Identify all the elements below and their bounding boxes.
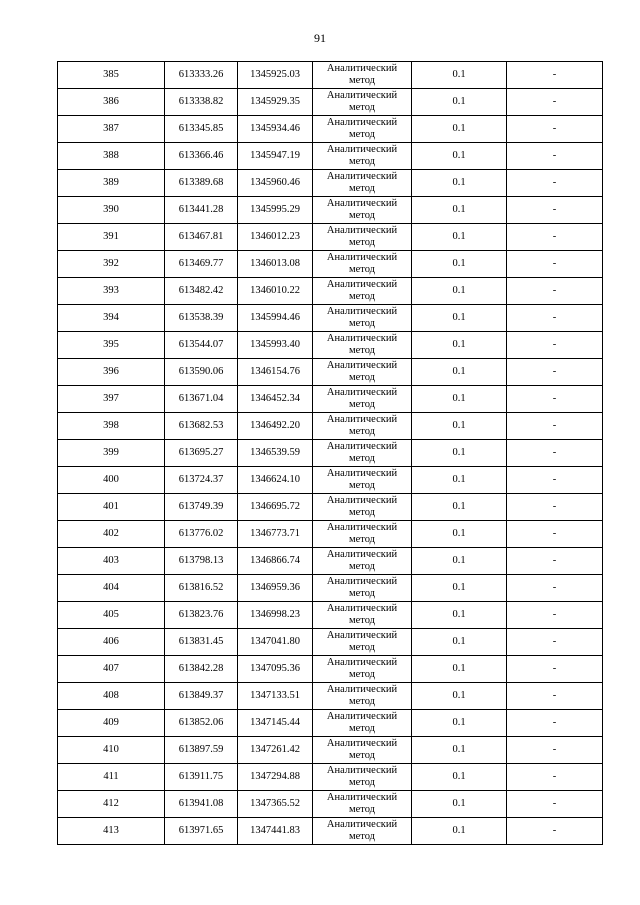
accuracy-cell: 0.1 bbox=[412, 143, 507, 170]
method-label-line1: Аналитический bbox=[326, 819, 398, 830]
accuracy-cell: 0.1 bbox=[412, 224, 507, 251]
x-coordinate-cell: 613482.42 bbox=[165, 278, 238, 305]
method-label-line1: Аналитический bbox=[326, 549, 398, 560]
table-row bbox=[58, 305, 603, 332]
note-cell: - bbox=[507, 683, 603, 710]
y-coordinate-cell: 1346010.22 bbox=[238, 278, 313, 305]
table-row bbox=[58, 224, 603, 251]
y-coordinate-cell: 1345995.29 bbox=[238, 197, 313, 224]
method-label-line1: Аналитический bbox=[326, 765, 398, 776]
method-label-line1: Аналитический bbox=[326, 414, 398, 425]
table-row bbox=[58, 548, 603, 575]
method-label-line2: метод bbox=[348, 534, 376, 545]
note-cell: - bbox=[507, 791, 603, 818]
method-label-line1: Аналитический bbox=[326, 792, 398, 803]
point-number-cell: 387 bbox=[58, 116, 165, 143]
table-row bbox=[58, 656, 603, 683]
y-coordinate-cell: 1345994.46 bbox=[238, 305, 313, 332]
accuracy-cell: 0.1 bbox=[412, 359, 507, 386]
accuracy-cell: 0.1 bbox=[412, 116, 507, 143]
y-coordinate-cell: 1345925.03 bbox=[238, 62, 313, 89]
accuracy-cell: 0.1 bbox=[412, 548, 507, 575]
accuracy-cell: 0.1 bbox=[412, 62, 507, 89]
method-label-line2: метод bbox=[348, 426, 376, 437]
method-label-line1: Аналитический bbox=[326, 90, 398, 101]
point-number-cell: 388 bbox=[58, 143, 165, 170]
note-cell: - bbox=[507, 467, 603, 494]
table-row bbox=[58, 413, 603, 440]
method-cell bbox=[313, 89, 412, 116]
accuracy-cell: 0.1 bbox=[412, 332, 507, 359]
method-label-line1: Аналитический bbox=[326, 252, 398, 263]
method-cell bbox=[313, 413, 412, 440]
note-cell: - bbox=[507, 116, 603, 143]
note-cell: - bbox=[507, 521, 603, 548]
point-number-cell: 385 bbox=[58, 62, 165, 89]
method-label-line2: метод bbox=[348, 372, 376, 383]
point-number-cell: 394 bbox=[58, 305, 165, 332]
page-number: 91 bbox=[314, 31, 326, 45]
x-coordinate-cell: 613776.02 bbox=[165, 521, 238, 548]
y-coordinate-cell: 1347095.36 bbox=[238, 656, 313, 683]
y-coordinate-cell: 1346012.23 bbox=[238, 224, 313, 251]
accuracy-cell: 0.1 bbox=[412, 413, 507, 440]
point-number-cell: 413 bbox=[58, 818, 165, 845]
method-label-line1: Аналитический bbox=[326, 711, 398, 722]
method-label-line2: метод bbox=[348, 588, 376, 599]
note-cell: - bbox=[507, 332, 603, 359]
point-number-cell: 395 bbox=[58, 332, 165, 359]
method-label-line1: Аналитический bbox=[326, 279, 398, 290]
note-cell: - bbox=[507, 548, 603, 575]
accuracy-cell: 0.1 bbox=[412, 521, 507, 548]
method-label-line1: Аналитический bbox=[326, 603, 398, 614]
x-coordinate-cell: 613389.68 bbox=[165, 170, 238, 197]
note-cell: - bbox=[507, 575, 603, 602]
note-cell: - bbox=[507, 710, 603, 737]
accuracy-cell: 0.1 bbox=[412, 494, 507, 521]
method-label-line2: метод bbox=[348, 264, 376, 275]
x-coordinate-cell: 613823.76 bbox=[165, 602, 238, 629]
y-coordinate-cell: 1346154.76 bbox=[238, 359, 313, 386]
point-number-cell: 390 bbox=[58, 197, 165, 224]
method-label-line1: Аналитический bbox=[326, 522, 398, 533]
point-number-cell: 392 bbox=[58, 251, 165, 278]
method-cell bbox=[313, 764, 412, 791]
table-row bbox=[58, 143, 603, 170]
y-coordinate-cell: 1345993.40 bbox=[238, 332, 313, 359]
y-coordinate-cell: 1346695.72 bbox=[238, 494, 313, 521]
note-cell: - bbox=[507, 818, 603, 845]
table-row bbox=[58, 278, 603, 305]
note-cell: - bbox=[507, 89, 603, 116]
method-label-line2: метод bbox=[348, 669, 376, 680]
method-label-line1: Аналитический bbox=[326, 63, 398, 74]
x-coordinate-cell: 613941.08 bbox=[165, 791, 238, 818]
point-number-cell: 405 bbox=[58, 602, 165, 629]
method-cell bbox=[313, 521, 412, 548]
method-cell bbox=[313, 305, 412, 332]
accuracy-cell: 0.1 bbox=[412, 440, 507, 467]
accuracy-cell: 0.1 bbox=[412, 467, 507, 494]
accuracy-cell: 0.1 bbox=[412, 710, 507, 737]
x-coordinate-cell: 613852.06 bbox=[165, 710, 238, 737]
x-coordinate-cell: 613849.37 bbox=[165, 683, 238, 710]
x-coordinate-cell: 613682.53 bbox=[165, 413, 238, 440]
method-cell bbox=[313, 197, 412, 224]
note-cell: - bbox=[507, 197, 603, 224]
method-label-line1: Аналитический bbox=[326, 495, 398, 506]
note-cell: - bbox=[507, 386, 603, 413]
table-row bbox=[58, 710, 603, 737]
x-coordinate-cell: 613441.28 bbox=[165, 197, 238, 224]
y-coordinate-cell: 1345947.19 bbox=[238, 143, 313, 170]
point-number-cell: 393 bbox=[58, 278, 165, 305]
method-cell bbox=[313, 278, 412, 305]
y-coordinate-cell: 1346452.34 bbox=[238, 386, 313, 413]
accuracy-cell: 0.1 bbox=[412, 170, 507, 197]
point-number-cell: 411 bbox=[58, 764, 165, 791]
note-cell: - bbox=[507, 305, 603, 332]
x-coordinate-cell: 613798.13 bbox=[165, 548, 238, 575]
table-row bbox=[58, 332, 603, 359]
accuracy-cell: 0.1 bbox=[412, 656, 507, 683]
x-coordinate-cell: 613671.04 bbox=[165, 386, 238, 413]
note-cell: - bbox=[507, 413, 603, 440]
method-label-line2: метод bbox=[348, 237, 376, 248]
method-cell bbox=[313, 629, 412, 656]
y-coordinate-cell: 1346959.36 bbox=[238, 575, 313, 602]
point-number-cell: 389 bbox=[58, 170, 165, 197]
x-coordinate-cell: 613724.37 bbox=[165, 467, 238, 494]
method-label-line1: Аналитический bbox=[326, 306, 398, 317]
method-cell bbox=[313, 575, 412, 602]
method-label-line1: Аналитический bbox=[326, 738, 398, 749]
table-row bbox=[58, 737, 603, 764]
method-label-line1: Аналитический bbox=[326, 630, 398, 641]
accuracy-cell: 0.1 bbox=[412, 683, 507, 710]
x-coordinate-cell: 613544.07 bbox=[165, 332, 238, 359]
point-number-cell: 404 bbox=[58, 575, 165, 602]
method-cell bbox=[313, 737, 412, 764]
method-label-line2: метод bbox=[348, 723, 376, 734]
accuracy-cell: 0.1 bbox=[412, 791, 507, 818]
point-number-cell: 403 bbox=[58, 548, 165, 575]
method-cell bbox=[313, 467, 412, 494]
method-label-line2: метод bbox=[348, 156, 376, 167]
method-label-line1: Аналитический bbox=[326, 468, 398, 479]
table-row bbox=[58, 791, 603, 818]
table-row bbox=[58, 359, 603, 386]
y-coordinate-cell: 1345934.46 bbox=[238, 116, 313, 143]
coordinates-table bbox=[57, 61, 603, 845]
method-label-line1: Аналитический bbox=[326, 225, 398, 236]
method-label-line2: метод bbox=[348, 696, 376, 707]
y-coordinate-cell: 1346866.74 bbox=[238, 548, 313, 575]
y-coordinate-cell: 1346624.10 bbox=[238, 467, 313, 494]
table-row bbox=[58, 683, 603, 710]
table-row bbox=[58, 494, 603, 521]
table-row bbox=[58, 197, 603, 224]
method-label-line1: Аналитический bbox=[326, 171, 398, 182]
method-cell bbox=[313, 359, 412, 386]
accuracy-cell: 0.1 bbox=[412, 818, 507, 845]
point-number-cell: 401 bbox=[58, 494, 165, 521]
y-coordinate-cell: 1346773.71 bbox=[238, 521, 313, 548]
accuracy-cell: 0.1 bbox=[412, 629, 507, 656]
note-cell: - bbox=[507, 359, 603, 386]
method-label-line2: метод bbox=[348, 129, 376, 140]
method-cell bbox=[313, 224, 412, 251]
x-coordinate-cell: 613831.45 bbox=[165, 629, 238, 656]
method-label-line2: метод bbox=[348, 345, 376, 356]
method-label-line2: метод bbox=[348, 831, 376, 842]
y-coordinate-cell: 1347365.52 bbox=[238, 791, 313, 818]
note-cell: - bbox=[507, 224, 603, 251]
accuracy-cell: 0.1 bbox=[412, 737, 507, 764]
method-cell bbox=[313, 494, 412, 521]
table-row bbox=[58, 764, 603, 791]
method-label-line1: Аналитический bbox=[326, 387, 398, 398]
method-cell bbox=[313, 143, 412, 170]
x-coordinate-cell: 613695.27 bbox=[165, 440, 238, 467]
point-number-cell: 407 bbox=[58, 656, 165, 683]
method-cell bbox=[313, 791, 412, 818]
note-cell: - bbox=[507, 170, 603, 197]
x-coordinate-cell: 613538.39 bbox=[165, 305, 238, 332]
method-cell bbox=[313, 116, 412, 143]
accuracy-cell: 0.1 bbox=[412, 278, 507, 305]
y-coordinate-cell: 1347133.51 bbox=[238, 683, 313, 710]
table-row bbox=[58, 818, 603, 845]
method-label-line1: Аналитический bbox=[326, 117, 398, 128]
y-coordinate-cell: 1346492.20 bbox=[238, 413, 313, 440]
point-number-cell: 406 bbox=[58, 629, 165, 656]
method-label-line2: метод bbox=[348, 561, 376, 572]
method-label-line2: метод bbox=[348, 480, 376, 491]
y-coordinate-cell: 1347041.80 bbox=[238, 629, 313, 656]
table-row bbox=[58, 602, 603, 629]
y-coordinate-cell: 1347261.42 bbox=[238, 737, 313, 764]
method-cell bbox=[313, 683, 412, 710]
method-label-line2: метод bbox=[348, 399, 376, 410]
note-cell: - bbox=[507, 602, 603, 629]
note-cell: - bbox=[507, 143, 603, 170]
point-number-cell: 396 bbox=[58, 359, 165, 386]
x-coordinate-cell: 613366.46 bbox=[165, 143, 238, 170]
method-label-line2: метод bbox=[348, 804, 376, 815]
table-row bbox=[58, 251, 603, 278]
method-label-line2: метод bbox=[348, 507, 376, 518]
point-number-cell: 386 bbox=[58, 89, 165, 116]
point-number-cell: 412 bbox=[58, 791, 165, 818]
note-cell: - bbox=[507, 737, 603, 764]
method-label-line1: Аналитический bbox=[326, 144, 398, 155]
method-cell bbox=[313, 710, 412, 737]
note-cell: - bbox=[507, 629, 603, 656]
table-row bbox=[58, 629, 603, 656]
method-label-line1: Аналитический bbox=[326, 198, 398, 209]
method-label-line2: метод bbox=[348, 750, 376, 761]
table-row bbox=[58, 62, 603, 89]
x-coordinate-cell: 613590.06 bbox=[165, 359, 238, 386]
accuracy-cell: 0.1 bbox=[412, 89, 507, 116]
method-label-line1: Аналитический bbox=[326, 360, 398, 371]
x-coordinate-cell: 613971.65 bbox=[165, 818, 238, 845]
note-cell: - bbox=[507, 494, 603, 521]
method-label-line1: Аналитический bbox=[326, 441, 398, 452]
point-number-cell: 398 bbox=[58, 413, 165, 440]
y-coordinate-cell: 1347294.88 bbox=[238, 764, 313, 791]
method-label-line2: метод bbox=[348, 183, 376, 194]
x-coordinate-cell: 613749.39 bbox=[165, 494, 238, 521]
method-cell bbox=[313, 251, 412, 278]
point-number-cell: 397 bbox=[58, 386, 165, 413]
x-coordinate-cell: 613338.82 bbox=[165, 89, 238, 116]
y-coordinate-cell: 1346998.23 bbox=[238, 602, 313, 629]
y-coordinate-cell: 1345929.35 bbox=[238, 89, 313, 116]
accuracy-cell: 0.1 bbox=[412, 251, 507, 278]
point-number-cell: 402 bbox=[58, 521, 165, 548]
y-coordinate-cell: 1347145.44 bbox=[238, 710, 313, 737]
coordinates-table-body bbox=[58, 62, 603, 845]
y-coordinate-cell: 1347441.83 bbox=[238, 818, 313, 845]
method-label-line2: метод bbox=[348, 318, 376, 329]
table-row bbox=[58, 386, 603, 413]
point-number-cell: 399 bbox=[58, 440, 165, 467]
method-cell bbox=[313, 818, 412, 845]
x-coordinate-cell: 613897.59 bbox=[165, 737, 238, 764]
method-cell bbox=[313, 440, 412, 467]
point-number-cell: 391 bbox=[58, 224, 165, 251]
table-row bbox=[58, 521, 603, 548]
note-cell: - bbox=[507, 62, 603, 89]
method-cell bbox=[313, 602, 412, 629]
note-cell: - bbox=[507, 764, 603, 791]
method-label-line1: Аналитический bbox=[326, 684, 398, 695]
x-coordinate-cell: 613345.85 bbox=[165, 116, 238, 143]
x-coordinate-cell: 613469.77 bbox=[165, 251, 238, 278]
note-cell: - bbox=[507, 656, 603, 683]
method-cell bbox=[313, 656, 412, 683]
table-row bbox=[58, 575, 603, 602]
accuracy-cell: 0.1 bbox=[412, 197, 507, 224]
method-label-line2: метод bbox=[348, 210, 376, 221]
method-label-line2: метод bbox=[348, 75, 376, 86]
method-label-line2: метод bbox=[348, 642, 376, 653]
accuracy-cell: 0.1 bbox=[412, 602, 507, 629]
accuracy-cell: 0.1 bbox=[412, 575, 507, 602]
note-cell: - bbox=[507, 278, 603, 305]
y-coordinate-cell: 1345960.46 bbox=[238, 170, 313, 197]
point-number-cell: 400 bbox=[58, 467, 165, 494]
point-number-cell: 410 bbox=[58, 737, 165, 764]
accuracy-cell: 0.1 bbox=[412, 764, 507, 791]
table-row bbox=[58, 116, 603, 143]
method-cell bbox=[313, 170, 412, 197]
method-cell bbox=[313, 386, 412, 413]
x-coordinate-cell: 613842.28 bbox=[165, 656, 238, 683]
point-number-cell: 408 bbox=[58, 683, 165, 710]
x-coordinate-cell: 613467.81 bbox=[165, 224, 238, 251]
method-label-line1: Аналитический bbox=[326, 576, 398, 587]
accuracy-cell: 0.1 bbox=[412, 305, 507, 332]
note-cell: - bbox=[507, 251, 603, 278]
method-cell bbox=[313, 332, 412, 359]
method-label-line1: Аналитический bbox=[326, 657, 398, 668]
point-number-cell: 409 bbox=[58, 710, 165, 737]
table-row bbox=[58, 89, 603, 116]
table-row bbox=[58, 170, 603, 197]
table-row bbox=[58, 467, 603, 494]
table-row bbox=[58, 440, 603, 467]
method-label-line2: метод bbox=[348, 453, 376, 464]
x-coordinate-cell: 613911.75 bbox=[165, 764, 238, 791]
y-coordinate-cell: 1346539.59 bbox=[238, 440, 313, 467]
x-coordinate-cell: 613816.52 bbox=[165, 575, 238, 602]
accuracy-cell: 0.1 bbox=[412, 386, 507, 413]
method-cell bbox=[313, 548, 412, 575]
method-cell bbox=[313, 62, 412, 89]
method-label-line2: метод bbox=[348, 102, 376, 113]
method-label-line2: метод bbox=[348, 615, 376, 626]
note-cell: - bbox=[507, 440, 603, 467]
y-coordinate-cell: 1346013.08 bbox=[238, 251, 313, 278]
method-label-line2: метод bbox=[348, 291, 376, 302]
method-label-line2: метод bbox=[348, 777, 376, 788]
method-label-line1: Аналитический bbox=[326, 333, 398, 344]
x-coordinate-cell: 613333.26 bbox=[165, 62, 238, 89]
